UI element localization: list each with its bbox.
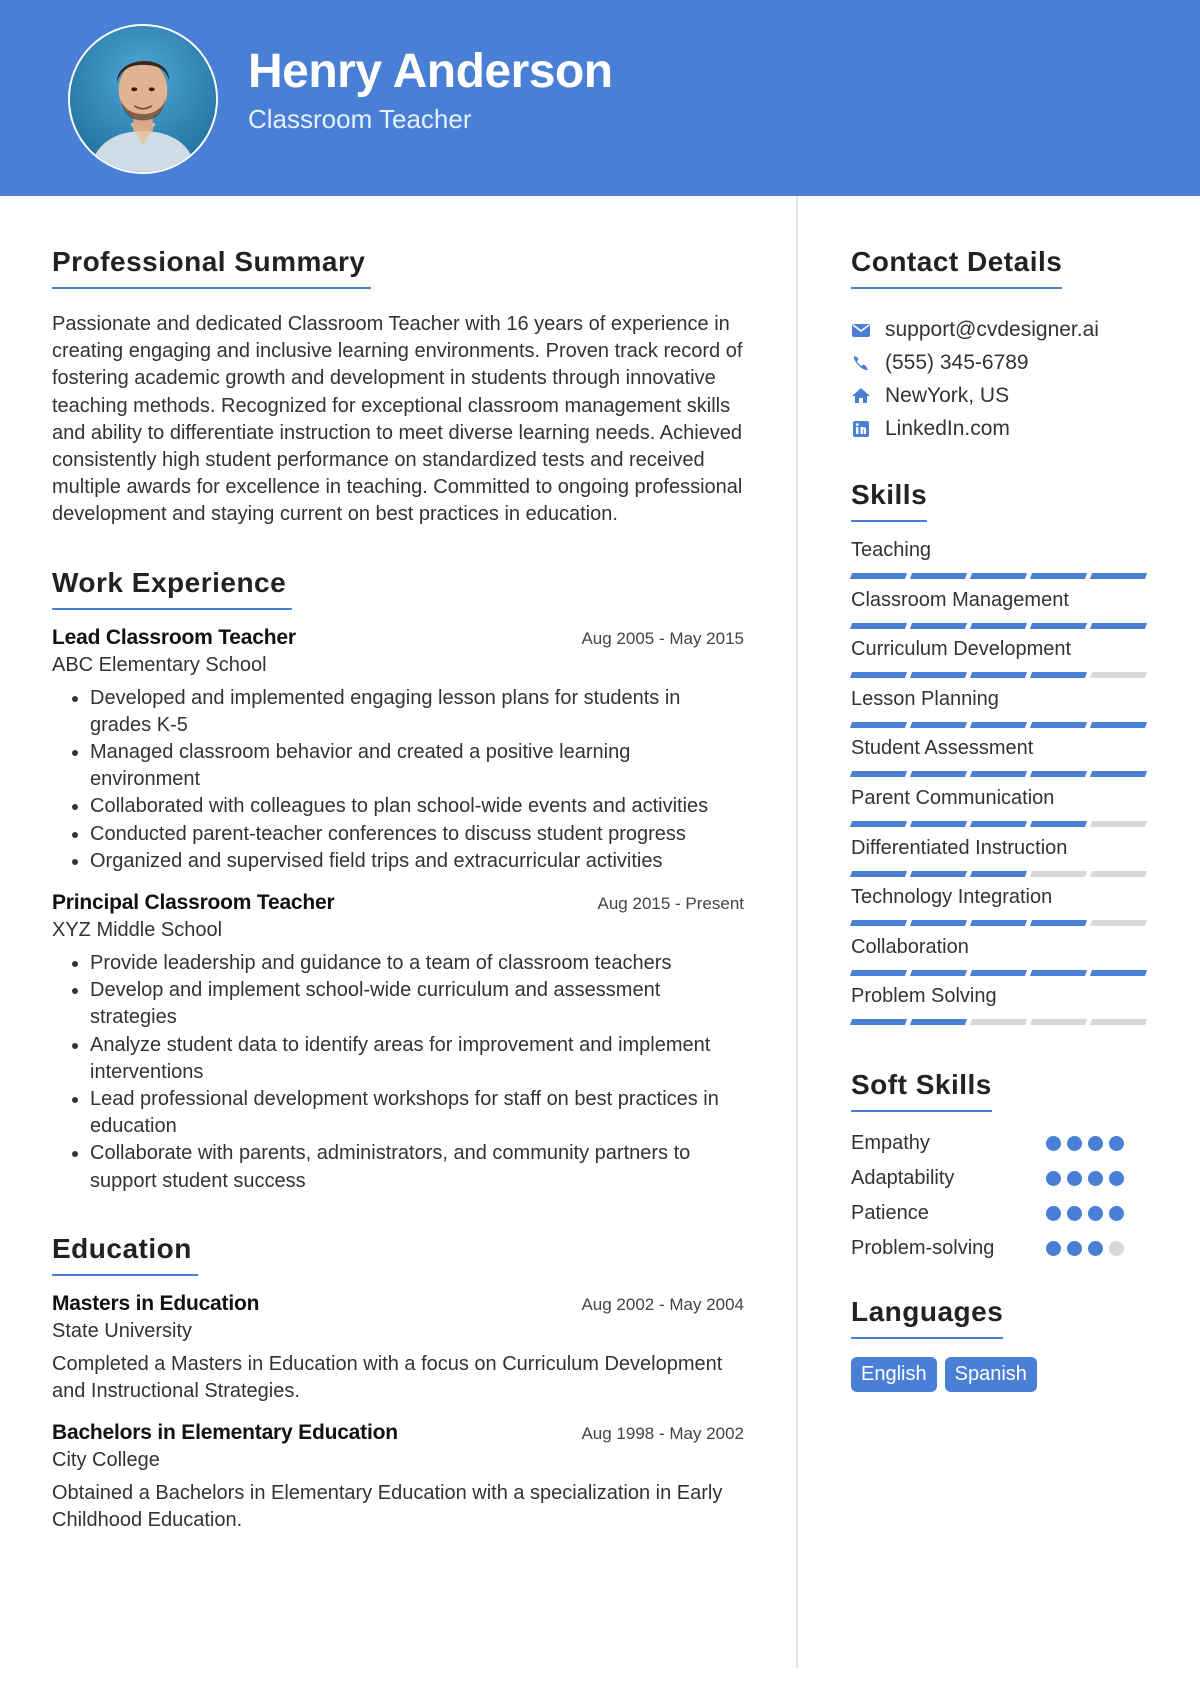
skill-segment-filled [910,722,967,728]
skill-segment-filled [910,1019,967,1025]
skill-item [851,736,1151,786]
job-bullets [52,950,744,1195]
skill-segment-filled [970,672,1027,678]
skill-segment-filled [1030,623,1087,629]
list-item: • Lead professional development workshops for staff on best practices in education [90,1086,744,1140]
skill-segment-empty [1090,821,1147,827]
soft-skill-item [851,1161,1151,1196]
linkedin-text: LinkedIn.com [885,416,1010,440]
rating-dot-filled [1046,1136,1061,1151]
skill-level-bar [851,672,1151,678]
main-column [52,246,744,1535]
rating-dot-filled [1067,1171,1082,1186]
skill-level-bar [851,1019,1151,1025]
contact-section [851,246,1151,445]
list-item: • Collaborated with colleagues to plan school-wide events and activities [90,793,744,820]
skill-item [851,538,1151,588]
skill-segment-filled [910,920,967,926]
soft-skills-list [851,1126,1151,1266]
skill-segment-empty [1090,871,1147,877]
education-description: Obtained a Bachelors in Elementary Education with a specialization in Early Childhood Education. [52,1482,723,1532]
skill-segment-filled [1030,821,1087,827]
section-heading: Soft Skills [851,1069,992,1112]
soft-skill-name: Adaptability [851,1166,955,1189]
skill-level-bar [851,871,1151,877]
rating-dot-filled [1109,1206,1124,1221]
languages-section [851,1296,1151,1392]
skill-segment-filled [910,821,967,827]
skill-segment-filled [1030,771,1087,777]
job-dates: Aug 2015 - Present [597,894,744,914]
list-item: • Managed classroom behavior and created a positive learning environment [90,739,744,793]
list-item: • Analyze student data to identify areas for improvement and implement interventions [90,1032,744,1086]
skill-segment-filled [970,920,1027,926]
education-description: Completed a Masters in Education with a focus on Curriculum Development and Instructional Strategies. [52,1352,723,1403]
skill-level-bar [851,920,1151,926]
candidate-title: Classroom Teacher [248,104,472,134]
job-entry [52,891,744,1195]
skill-name: Student Assessment [851,737,1034,760]
skill-segment-empty [1030,1019,1087,1025]
rating-dot-filled [1109,1136,1124,1151]
skill-segment-filled [850,970,907,976]
column-divider [796,196,798,1668]
skill-segment-filled [970,722,1027,728]
job-dates: Aug 2005 - May 2015 [581,628,744,648]
skills-list [851,538,1151,1034]
skill-segment-filled [850,771,907,777]
rating-dot-filled [1046,1241,1061,1256]
education-section [52,1233,744,1535]
soft-skill-item [851,1231,1151,1266]
school-name: City College [52,1449,160,1472]
home-icon [851,386,871,406]
section-heading: Languages [851,1296,1003,1339]
linkedin-icon [851,419,871,439]
rating-dot-filled [1067,1206,1082,1221]
profile-photo [70,26,216,172]
skill-segment-filled [1090,623,1147,629]
list-item: • Provide leadership and guidance to a team of classroom teachers [90,950,744,977]
skill-segment-filled [850,920,907,926]
skill-name: Collaboration [851,935,969,958]
skill-item [851,935,1151,985]
avatar [68,24,218,174]
skill-level-bar [851,722,1151,728]
skill-segment-filled [850,1019,907,1025]
skill-segment-filled [970,771,1027,777]
envelope-icon [851,320,871,340]
rating-dot-filled [1067,1136,1082,1151]
header-banner [0,0,1200,196]
section-heading: Education [52,1233,198,1276]
language-tag: English [851,1357,937,1392]
candidate-name: Henry Anderson [248,45,613,98]
education-dates: Aug 1998 - May 2002 [581,1424,744,1444]
rating-dot-filled [1109,1171,1124,1186]
skill-segment-empty [1090,672,1147,678]
skill-name: Problem Solving [851,985,997,1008]
summary-section [52,246,744,529]
education-dates: Aug 2002 - May 2004 [581,1294,744,1314]
rating-dot-filled [1088,1241,1103,1256]
job-entry [52,626,744,875]
contact-location [851,379,1151,412]
skill-name: Differentiated Instruction [851,836,1068,859]
soft-skill-rating [1046,1136,1124,1151]
skill-segment-filled [1090,970,1147,976]
rating-dot-filled [1088,1206,1103,1221]
list-item: • Conducted parent-teacher conferences to discuss student progress [90,821,744,848]
list-item: • Develop and implement school-wide curriculum and assessment strategies [90,977,744,1031]
rating-dot-filled [1046,1171,1061,1186]
skill-name: Lesson Planning [851,687,999,710]
job-employer: ABC Elementary School [52,653,267,676]
skill-segment-filled [910,623,967,629]
location-text: NewYork, US [885,383,1010,407]
skill-name: Technology Integration [851,886,1053,909]
email-text: support@cvdesigner.ai [885,317,1099,341]
list-item: • Collaborate with parents, administrators, and community partners to support student success [90,1140,744,1194]
skill-item [851,637,1151,687]
skill-segment-filled [1030,672,1087,678]
degree-title: Masters in Education [52,1291,260,1315]
soft-skill-rating [1046,1241,1124,1256]
list-item: • Developed and implemented engaging lesson plans for students in grades K-5 [90,685,744,739]
skill-segment-filled [850,623,907,629]
sidebar-column [851,246,1151,1392]
skill-item [851,885,1151,935]
education-entry [52,1421,744,1534]
skill-segment-filled [850,871,907,877]
skill-segment-filled [970,871,1027,877]
contact-email[interactable] [851,313,1151,346]
job-bullets [52,685,744,875]
skill-segment-filled [850,821,907,827]
contact-phone[interactable] [851,346,1151,379]
list-item: • Organized and supervised field trips and extracurricular activities [90,848,744,875]
languages-list [851,1357,1151,1392]
soft-skill-name: Empathy [851,1131,930,1154]
skill-segment-filled [1030,573,1087,579]
soft-skill-item [851,1196,1151,1231]
skill-segment-filled [850,672,907,678]
skill-level-bar [851,573,1151,579]
rating-dot-empty [1109,1241,1124,1256]
language-tag: Spanish [945,1357,1037,1392]
skill-segment-filled [910,871,967,877]
skill-segment-filled [850,573,907,579]
skill-level-bar [851,970,1151,976]
phone-icon [851,353,871,373]
rating-dot-filled [1088,1171,1103,1186]
skill-segment-filled [970,623,1027,629]
skill-name: Teaching [851,539,932,561]
skill-name: Classroom Management [851,588,1069,611]
skill-segment-filled [970,970,1027,976]
skill-name: Curriculum Development [851,638,1072,661]
skill-segment-filled [910,672,967,678]
skill-segment-filled [970,573,1027,579]
soft-skill-rating [1046,1206,1124,1221]
skill-segment-empty [1030,871,1087,877]
soft-skill-rating [1046,1171,1124,1186]
skill-level-bar [851,821,1151,827]
skill-segment-filled [1090,771,1147,777]
skill-segment-empty [1090,1019,1147,1025]
rating-dot-filled [1046,1206,1061,1221]
skill-item [851,687,1151,737]
skill-level-bar [851,771,1151,777]
skill-item [851,786,1151,836]
soft-skills-section [851,1069,1151,1266]
section-heading: Work Experience [52,567,292,610]
skill-segment-filled [1030,722,1087,728]
soft-skill-name: Problem-solving [851,1236,995,1259]
soft-skill-name: Patience [851,1201,929,1224]
skill-segment-filled [910,771,967,777]
job-title: Principal Classroom Teacher [52,891,335,915]
phone-text: (555) 345-6789 [885,350,1029,374]
skills-section [851,479,1151,1034]
job-title: Lead Classroom Teacher [52,625,296,649]
education-entry [52,1292,744,1405]
skill-segment-filled [1030,920,1087,926]
skill-segment-empty [970,1019,1027,1025]
skill-level-bar [851,623,1151,629]
section-heading: Skills [851,479,927,522]
contact-linkedin[interactable] [851,412,1151,445]
soft-skill-item [851,1126,1151,1161]
skill-item [851,588,1151,638]
skill-name: Parent Communication [851,786,1055,809]
skill-segment-filled [1090,722,1147,728]
skill-segment-filled [910,573,967,579]
rating-dot-filled [1067,1241,1082,1256]
skill-segment-filled [970,821,1027,827]
degree-title: Bachelors in Elementary Education [52,1421,398,1445]
skill-item [851,836,1151,886]
summary-text: Passionate and dedicated Classroom Teacher with 16 years of experience in creating engaging and inclusive learning environments. Proven track record of fostering academic growth and development in students through innovative teaching methods. Recognized for exceptional classroom management skills and ability to differentiate instruction to meet diverse learning needs. Achieved consistently high student performance on standardized tests and received multiple awards for excellence in teaching. Committed to ongoing professional development and staying current on best practices in education. [52,313,743,526]
rating-dot-filled [1088,1136,1103,1151]
skill-segment-filled [1030,970,1087,976]
work-section [52,567,744,1195]
section-heading: Professional Summary [52,246,371,289]
skill-item [851,984,1151,1034]
section-heading: Contact Details [851,246,1062,289]
skill-segment-filled [910,970,967,976]
school-name: State University [52,1319,193,1342]
skill-segment-empty [1090,920,1147,926]
skill-segment-filled [1090,573,1147,579]
job-employer: XYZ Middle School [52,919,223,942]
skill-segment-filled [850,722,907,728]
